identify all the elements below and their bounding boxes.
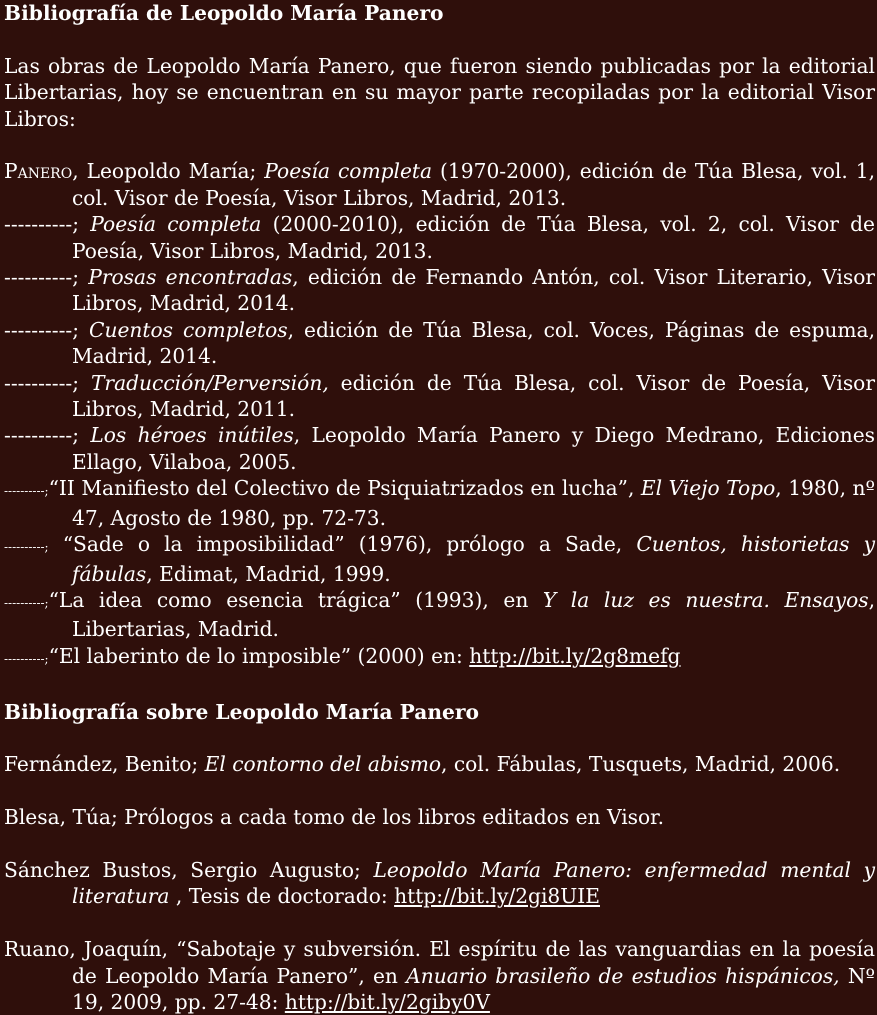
work-title: Cuentos completos [89, 317, 288, 342]
work-title: Traducción/Perversión, [90, 370, 329, 395]
work-title: Cuentos, historietas y fábulas [72, 532, 875, 586]
work-entry: ----------;“La idea como esencia trágica” (1993), en Y la luz es nuestra. Ensayos, Libertarias, Madrid. [4, 587, 876, 642]
work-entry: ----------; Cuentos completos, edición de Túa Blesa, col. Voces, Páginas de espuma, Madrid, 2014. [4, 317, 876, 369]
repeat-dash: ----------; [4, 317, 80, 342]
work-link[interactable]: http://bit.ly/2g8mefg [469, 643, 681, 668]
work-entry: Panero, Leopoldo María; Poesía completa (1970-2000), edición de Túa Blesa, vol. 1, col. Visor de Poesía, Visor Libros, Madrid, 2013. [4, 159, 875, 210]
repeat-dash: ----------; [4, 423, 80, 448]
about-entry: Blesa, Túa; Prólogos a cada tomo de los libros editados en Visor. [4, 805, 665, 830]
work-title: Los héroes inútiles [90, 423, 294, 448]
repeat-dash: ----------; [4, 265, 80, 290]
work-title: Poesía completa [264, 159, 433, 184]
about-link[interactable]: http://bit.ly/2gi8UIE [394, 884, 600, 909]
work-title: Prosas encontradas [88, 265, 293, 290]
intro-paragraph: Las obras de Leopoldo María Panero, que fueron siendo publicadas por la editorial Libertarias, hoy se encuentran en su mayor parte recopiladas por la editorial Visor Libros: [4, 53, 875, 131]
about-link[interactable]: http://bit.ly/2giby0V [284, 989, 490, 1014]
about-title: El contorno del abismo [204, 752, 441, 777]
work-entry: ----------;“II Manifiesto del Colectivo de Psiquiatrizados en lucha”, El Viejo Topo, 1980, nº 47, Agosto de 1980, pp. 72-73. [4, 476, 875, 530]
work-title: Poesía completa [90, 212, 262, 237]
heading-about: Bibliografía sobre Leopoldo María Panero [4, 699, 479, 724]
repeat-dash: ----------; [4, 540, 49, 555]
work-entry: ----------; “Sade o la imposibilidad” (1976), prólogo a Sade, Cuentos, historietas y fábulas, Edimat, Madrid, 1999. [4, 532, 875, 586]
work-title: Y la luz es nuestra. Ensayos [542, 587, 869, 612]
repeat-dash: ----------; [4, 212, 80, 237]
document-page [4, 0, 875, 1015]
about-title: Anuario brasileño de estudios hispánicos, [406, 963, 840, 988]
work-title: El Viejo Topo [640, 476, 776, 501]
repeat-dash: ----------; [4, 651, 49, 666]
work-entry: ----------; Poesía completa (2000-2010), edición de Túa Blesa, vol. 2, col. Visor de Poesía, Visor Libros, Madrid, 2013. [4, 212, 875, 263]
repeat-dash: ----------; [4, 595, 49, 610]
work-entry: ----------; Los héroes inútiles, Leopoldo María Panero y Diego Medrano, Ediciones Ellago, Vilaboa, 2005. [4, 423, 876, 474]
about-title: Leopoldo María Panero: enfermedad mental y literatura [72, 857, 876, 909]
about-entry: Ruano, Joaquín, “Sabotaje y subversión. El espíritu de las vanguardias en la poesía de Leopoldo María Panero”, en Anuario brasileño de estudios hispánicos, Nº 19, 2009, pp. 27-48: http://bit.ly/2giby0V [4, 937, 875, 1014]
about-entry: Fernández, Benito; El contorno del abismo, col. Fábulas, Tusquets, Madrid, 2006. [4, 752, 841, 777]
about-entry: Sánchez Bustos, Sergio Augusto; Leopoldo María Panero: enfermedad mental y literatura , Tesis de doctorado: http://bit.ly/2gi8UIE [4, 857, 876, 909]
work-entry: ----------;“El laberinto de lo imposible” (2000) en: http://bit.ly/2g8mefg [4, 643, 681, 668]
author-name: Panero [4, 159, 73, 184]
repeat-dash: ----------; [4, 370, 80, 395]
repeat-dash: ----------; [4, 484, 49, 499]
work-entry: ----------; Prosas encontradas, edición de Fernando Antón, col. Visor Literario, Visor Libros, Madrid, 2014. [4, 265, 875, 316]
work-entry: ----------; Traducción/Perversión, edición de Túa Blesa, col. Visor de Poesía, Visor Libros, Madrid, 2011. [4, 370, 875, 422]
heading-works: Bibliografía de Leopoldo María Panero [4, 1, 444, 25]
